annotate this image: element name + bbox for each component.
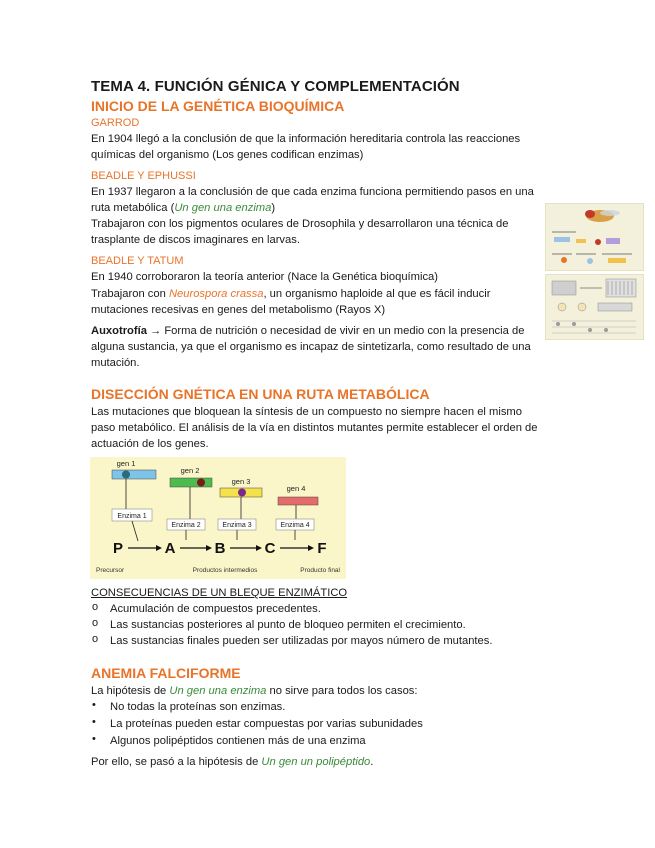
diseccion-line1: Las mutaciones que bloquean la síntesis de un compuesto no siempre hacen el mismo (91, 406, 522, 418)
diseccion-line2: paso metabólico. El análisis de la vía en distintos mutantes permite establecer el orden de (91, 422, 538, 434)
gene-label-2: gen 2 (180, 466, 200, 475)
consequence-item-2: Las sustancias posteriores al punto de bloqueo permiten el crecimiento. (110, 619, 466, 631)
section-heading-genetica-bioquimica: INICIO DE LA GENÉTICA BIOQUÍMICA (91, 98, 345, 114)
hypothesis-term: Un gen una enzima (174, 202, 272, 214)
auxotrofia-line3: mutación. (91, 357, 140, 369)
dot-bullet: • (92, 716, 96, 728)
consequence-item-3: Las sustancias finales pueden ser utilizadas por mayos número de mutantes. (110, 635, 493, 647)
beadle-tatum-line2: Trabajaron con Neurospora crassa, un organismo haploide al que es fácil inducir (91, 288, 491, 300)
beadle-tatum-line3: mutaciones recesivas en genes del metabolismo (Rayos X) (91, 304, 386, 316)
enzyme-label-3: Enzima 3 (222, 522, 252, 529)
circle-bullet: o (92, 601, 99, 613)
beadle-ephussi-line4: trasplante de discos imaginares en larvas. (91, 234, 300, 246)
enzyme-label-2: Enzima 2 (171, 522, 201, 529)
garrod-text-line2: químicas del organismo (Los genes codifican enzimas) (91, 149, 364, 161)
gene-marker-2 (197, 479, 205, 487)
beadle-ephussi-line2: ruta metabólica (Un gen una enzima) (91, 202, 276, 214)
anemia-bullet-3: Algunos polipéptidos contienen más de una enzima (110, 735, 366, 747)
enzyme-label-1: Enzima 1 (117, 513, 147, 520)
compound-a: A (164, 540, 176, 557)
metabolic-pathway-diagram (90, 457, 346, 579)
garrod-text-line1: En 1904 llegó a la conclusión de que la información hereditaria controla las reacciones (91, 133, 521, 145)
compound-p: P (112, 540, 124, 557)
compound-c: C (264, 540, 276, 557)
gene-label-4: gen 4 (286, 484, 306, 493)
consequences-title: CONSECUENCIAS DE UN BLEQUE ENZIMÁTICO (91, 587, 348, 599)
gene-label-3: gen 3 (231, 477, 251, 486)
anemia-conclusion: Por ello, se pasó a la hipótesis de Un gen un polipéptido. (91, 756, 374, 768)
dot-bullet: • (92, 699, 96, 711)
auxotrofia-term: Auxotrofía → (91, 325, 162, 337)
page-title: TEMA 4. FUNCIÓN GÉNICA Y COMPLEMENTACIÓN (91, 78, 460, 95)
anemia-bullet-2: La proteínas pueden estar compuestas por varias subunidades (110, 718, 423, 730)
gene-bar-1 (112, 470, 156, 479)
gene-bar-4 (278, 497, 318, 505)
auxotrofia-line1: Auxotrofía → Forma de nutrición o necesidad de vivir en un medio con la presencia de (91, 325, 525, 337)
anemia-bullet-1: No todas la proteínas son enzimas. (110, 701, 286, 713)
diseccion-line3: actuación de los genes. (91, 438, 209, 450)
hypothesis-term-polipeptido: Un gen un polipéptido (261, 756, 371, 768)
circle-bullet: o (92, 617, 99, 629)
hypothesis-term: Un gen una enzima (169, 685, 267, 697)
consequence-item-1: Acumulación de compuestos precedentes. (110, 603, 321, 615)
section-heading-anemia: ANEMIA FALCIFORME (91, 665, 241, 681)
dot-bullet: • (92, 733, 96, 745)
subheading-beadle-ephussi: BEADLE Y EPHUSSI (91, 170, 196, 182)
subheading-beadle-tatum: BEADLE Y TATUM (91, 255, 184, 267)
neurospora-figure (545, 274, 644, 340)
compound-b: B (214, 540, 226, 557)
compound-f: F (317, 540, 327, 557)
drosophila-figure (545, 203, 644, 271)
gene-marker-3 (238, 489, 246, 497)
organism-name: Neurospora crassa (168, 288, 264, 300)
caption-intermedios: Productos intermedios (192, 567, 258, 574)
gene-label-1: gen 1 (116, 459, 136, 468)
beadle-ephussi-line1: En 1937 llegaron a la conclusión de que cada enzima funciona permitiendo pasos en una (91, 186, 534, 198)
caption-precursor: Precursor (96, 567, 125, 574)
caption-final: Producto final (300, 567, 340, 574)
gene-bar-2 (170, 478, 212, 487)
beadle-ephussi-line3: Trabajaron con los pigmentos oculares de Drosophila y desarrollaron una técnica de (91, 218, 509, 230)
enzyme-label-4: Enzima 4 (280, 522, 310, 529)
section-heading-diseccion: DISECCIÓN GNÉTICA EN UNA RUTA METABÓLICA (91, 386, 430, 402)
subheading-garrod: GARROD (91, 117, 140, 129)
auxotrofia-line2: alguna sustancia, ya que el organismo es incapaz de sintetizarla, como resultado de una (91, 341, 531, 353)
beadle-tatum-line1: En 1940 corroboraron la teoría anterior (Nace la Genética bioquímica) (91, 271, 438, 283)
gene-marker-1 (122, 471, 130, 479)
anemia-intro: La hipótesis de Un gen una enzima no sirve para todos los casos: (91, 685, 418, 697)
circle-bullet: o (92, 633, 99, 645)
